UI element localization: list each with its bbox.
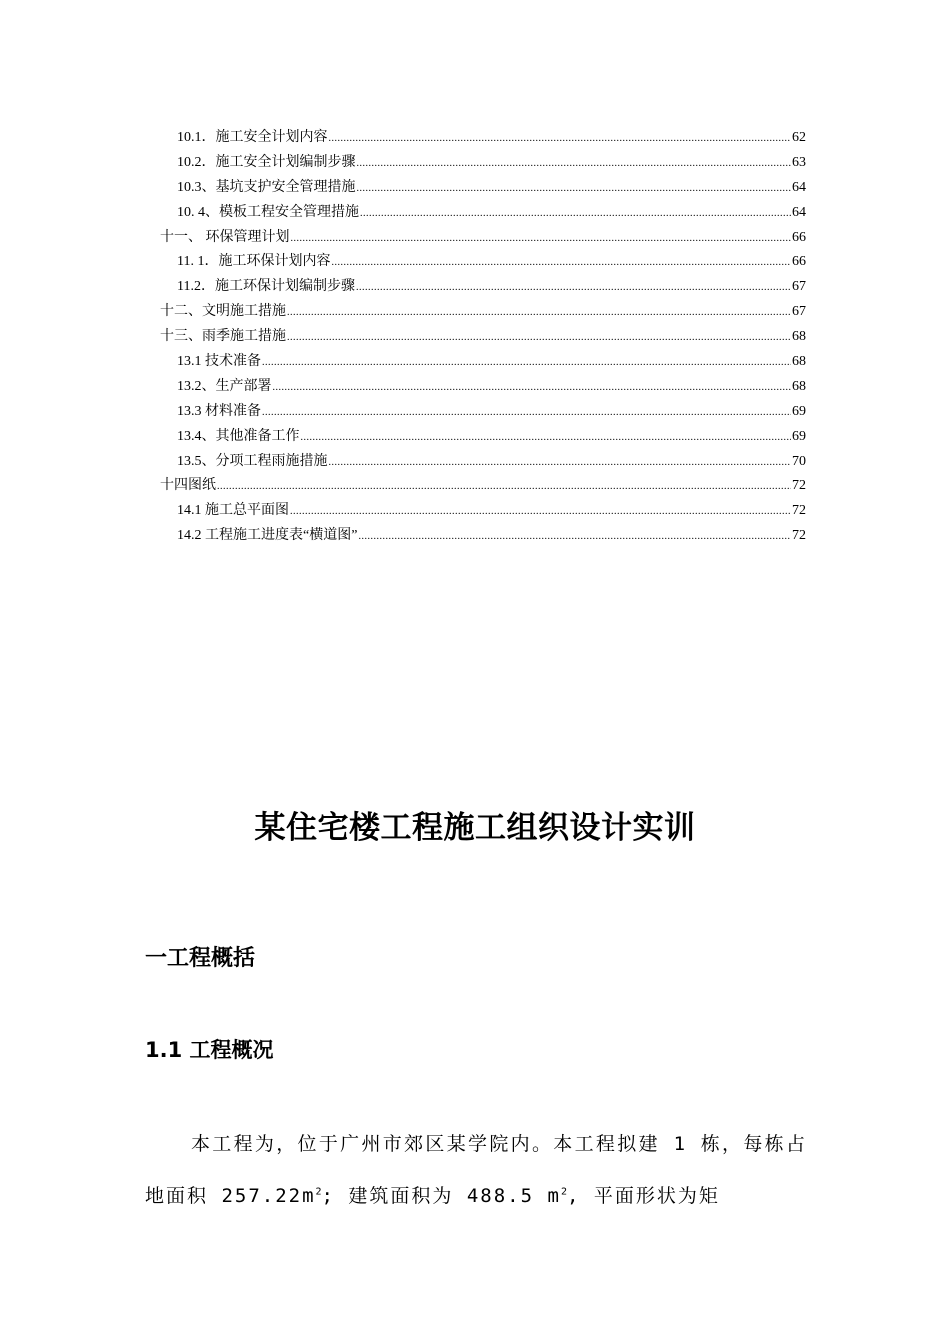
toc-leader-dots xyxy=(331,251,791,276)
toc-entry-page: 66 xyxy=(792,229,806,245)
toc-entry-label: 10.2．施工安全计划编制步骤 xyxy=(177,154,356,170)
toc-leader-dots xyxy=(262,401,791,426)
toc-entry-label: 13.4、其他准备工作 xyxy=(177,428,300,444)
toc-entry-page: 67 xyxy=(792,279,806,295)
table-of-contents xyxy=(160,126,806,549)
toc-entry-page: 62 xyxy=(792,130,806,145)
toc-leader-dots xyxy=(290,500,791,525)
paragraph-text-part: ; 建筑面积为 488.5 m xyxy=(321,1185,561,1207)
toc-leader-dots xyxy=(217,475,791,500)
toc-entry[interactable] xyxy=(160,201,806,226)
toc-entry[interactable] xyxy=(160,474,806,499)
toc-entry-label: 十四图纸 xyxy=(160,478,216,494)
toc-leader-dots xyxy=(357,177,792,202)
toc-leader-dots xyxy=(287,326,791,351)
toc-entry[interactable] xyxy=(160,450,806,475)
subsection-heading: 1.1 工程概况 xyxy=(145,1038,274,1062)
toc-leader-dots xyxy=(273,376,792,401)
paragraph-text-part: 本工程为，位于广州市郊区某学院内。本工程拟建 1 栋，每栋占地面积 257.22m xyxy=(145,1133,807,1207)
toc-entry-page: 68 xyxy=(792,329,806,345)
toc-leader-dots xyxy=(301,426,792,451)
toc-entry-label: 10.1．施工安全计划内容 xyxy=(177,130,328,145)
toc-entry-label: 十一、 环保管理计划 xyxy=(160,229,290,245)
toc-entry-label: 11.2．施工环保计划编制步骤 xyxy=(177,279,355,295)
toc-entry-page: 69 xyxy=(792,403,806,419)
toc-entry-label: 13.3 材料准备 xyxy=(177,403,261,419)
toc-entry[interactable] xyxy=(160,524,806,549)
toc-entry-page: 68 xyxy=(792,378,806,394)
toc-entry-page: 70 xyxy=(792,453,806,469)
toc-entry[interactable] xyxy=(160,250,806,275)
body-paragraph xyxy=(145,1118,807,1222)
superscript-unit: 2 xyxy=(315,1186,322,1198)
toc-entry[interactable] xyxy=(160,300,806,325)
toc-entry[interactable] xyxy=(160,425,806,450)
toc-leader-dots xyxy=(287,301,791,326)
toc-entry-label: 十三、雨季施工措施 xyxy=(160,329,286,345)
paragraph-text-part: , 平面形状为矩 xyxy=(566,1185,720,1207)
toc-leader-dots xyxy=(329,451,792,476)
toc-entry-label: 13.1 技术准备 xyxy=(177,354,261,370)
toc-entry-label: 10. 4、模板工程安全管理措施 xyxy=(177,204,359,220)
toc-entry-page: 68 xyxy=(792,354,806,370)
superscript-unit: 2 xyxy=(560,1186,567,1198)
toc-leader-dots xyxy=(357,152,792,177)
toc-leader-dots xyxy=(356,276,791,301)
toc-entry-page: 66 xyxy=(792,254,806,270)
toc-entry[interactable] xyxy=(160,176,806,201)
toc-entry[interactable] xyxy=(160,151,806,176)
toc-entry[interactable] xyxy=(160,375,806,400)
document-title: 某住宅楼工程施工组织设计实训 xyxy=(254,810,696,846)
toc-entry-label: 14.1 施工总平面图 xyxy=(177,503,289,519)
toc-entry-label: 11. 1．施工环保计划内容 xyxy=(177,254,331,270)
toc-entry[interactable] xyxy=(160,350,806,375)
toc-entry[interactable] xyxy=(160,400,806,425)
toc-entry[interactable] xyxy=(160,275,806,300)
toc-leader-dots xyxy=(360,202,791,227)
toc-entry-label: 10.3、基坑支护安全管理措施 xyxy=(177,179,356,195)
toc-entry-page: 64 xyxy=(792,204,806,220)
toc-entry-page: 72 xyxy=(792,503,806,519)
toc-leader-dots xyxy=(291,227,792,252)
toc-entry-label: 14.2 工程施工进度表“横道图” xyxy=(177,528,358,544)
section-heading: 一工程概括 xyxy=(145,946,256,971)
toc-leader-dots xyxy=(262,351,791,376)
toc-leader-dots xyxy=(358,525,791,550)
toc-entry-label: 十二、文明施工措施 xyxy=(160,304,286,320)
toc-entry-page: 72 xyxy=(792,528,806,544)
toc-entry[interactable] xyxy=(160,325,806,350)
toc-entry-page: 63 xyxy=(792,154,806,170)
toc-entry[interactable] xyxy=(160,499,806,524)
toc-entry-page: 67 xyxy=(792,304,806,320)
toc-leader-dots xyxy=(329,127,792,152)
toc-entry-page: 69 xyxy=(792,428,806,444)
toc-entry-page: 64 xyxy=(792,179,806,195)
toc-entry-label: 13.5、分项工程雨施措施 xyxy=(177,453,328,469)
toc-entry-page: 72 xyxy=(792,478,806,494)
toc-entry-label: 13.2、生产部署 xyxy=(177,378,272,394)
toc-entry[interactable] xyxy=(160,126,806,151)
toc-entry[interactable] xyxy=(160,226,806,251)
